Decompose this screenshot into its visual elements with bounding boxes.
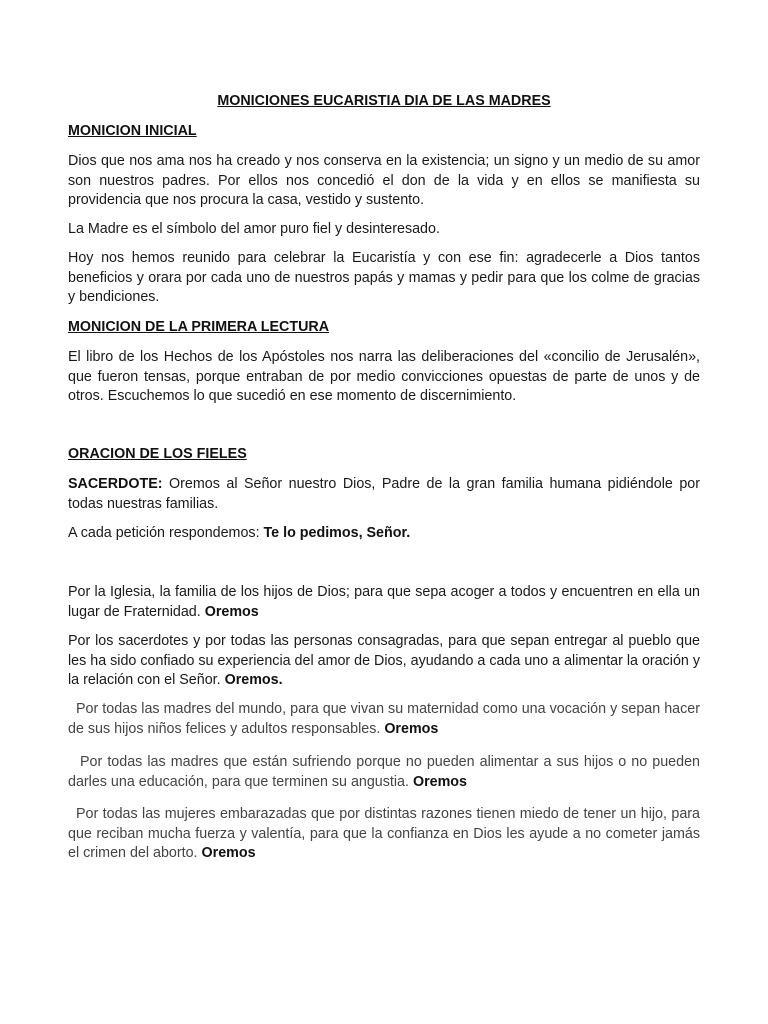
paragraph-respuesta bbox=[68, 524, 700, 544]
paragraph-sacerdote bbox=[68, 475, 700, 514]
peticion-oremos: Oremos bbox=[412, 773, 467, 790]
peticion-text: Por los sacerdotes y por todas las personas consagradas, para que sepan entregar al pueblo que les ha sido confiado su experiencia del amor de Dios, ayudando a cada uno a alimentar la oración y la relación con el Señor. bbox=[68, 633, 700, 689]
heading-oracion-fieles: ORACION DE LOS FIELES bbox=[68, 446, 247, 462]
respuesta-bold: Te lo pedimos, Señor. bbox=[263, 525, 411, 541]
peticion-madres-mundo bbox=[68, 700, 700, 739]
peticion-oremos: Oremos bbox=[384, 720, 439, 737]
peticion-text: Por todas las madres que están sufriendo porque no pueden alimentar a sus hijos o no pueden darles una educación, para que terminen su angustia. bbox=[68, 754, 700, 790]
respuesta-text: A cada petición respondemos: bbox=[68, 525, 264, 541]
document-title: MONICIONES EUCARISTIA DIA DE LAS MADRES bbox=[217, 93, 551, 109]
peticion-oremos: Oremos bbox=[201, 845, 256, 862]
heading-monicion-inicial: MONICION INICIAL bbox=[68, 123, 197, 139]
peticion-mujeres-embarazadas bbox=[68, 805, 700, 864]
sacerdote-label: SACERDOTE: bbox=[68, 476, 163, 492]
peticion-oremos: Oremos. bbox=[224, 672, 283, 689]
peticion-iglesia bbox=[68, 583, 700, 622]
peticion-text: Por la Iglesia, la familia de los hijos de Dios; para que sepa acoger a todos y encuentren en ella un lugar de Fraternidad. bbox=[68, 584, 700, 620]
peticion-sacerdotes bbox=[68, 632, 700, 691]
peticion-oremos: Oremos bbox=[204, 603, 259, 620]
paragraph-inicial-3: Hoy nos hemos reunido para celebrar la Eucaristía y con ese fin: agradecerle a Dios tantos beneficios y orara por cada uno de nuestros papás y mamas y pedir para que los colme de gracias y bendiciones. bbox=[68, 250, 700, 306]
peticion-text: Por todas las mujeres embarazadas que por distintas razones tienen miedo de tener un hijo, para que reciban mucha fuerza y valentía, para que la confianza en Dios les ayude a no cometer jamás el crimen del aborto. bbox=[68, 806, 700, 862]
heading-primera-lectura: MONICION DE LA PRIMERA LECTURA bbox=[68, 319, 330, 335]
paragraph-inicial-2: La Madre es el símbolo del amor puro fiel y desinteresado. bbox=[68, 221, 440, 237]
sacerdote-text: Oremos al Señor nuestro Dios, Padre de la gran familia humana pidiéndole por todas nuestras familias. bbox=[68, 476, 700, 512]
peticion-madres-sufriendo bbox=[68, 753, 700, 792]
peticion-text: Por todas las madres del mundo, para que vivan su maternidad como una vocación y sepan hacer de sus hijos niños felices y adultos responsables. bbox=[68, 701, 700, 737]
paragraph-primera-lectura: El libro de los Hechos de los Apóstoles nos narra las deliberaciones del «concilio de Jerusalén», que fueron tensas, porque entraban de por medio convicciones opuestas de parte de unos y de otros. Escuchemos lo que sucedió en ese momento de discernimiento. bbox=[68, 349, 700, 405]
paragraph-inicial-1: Dios que nos ama nos ha creado y nos conserva en la existencia; un signo y un medio de su amor son nuestros padres. Por ellos nos concedió el don de la vida y en ellos se manifiesta su providencia que nos procura la casa, vestido y sustento. bbox=[68, 153, 700, 209]
